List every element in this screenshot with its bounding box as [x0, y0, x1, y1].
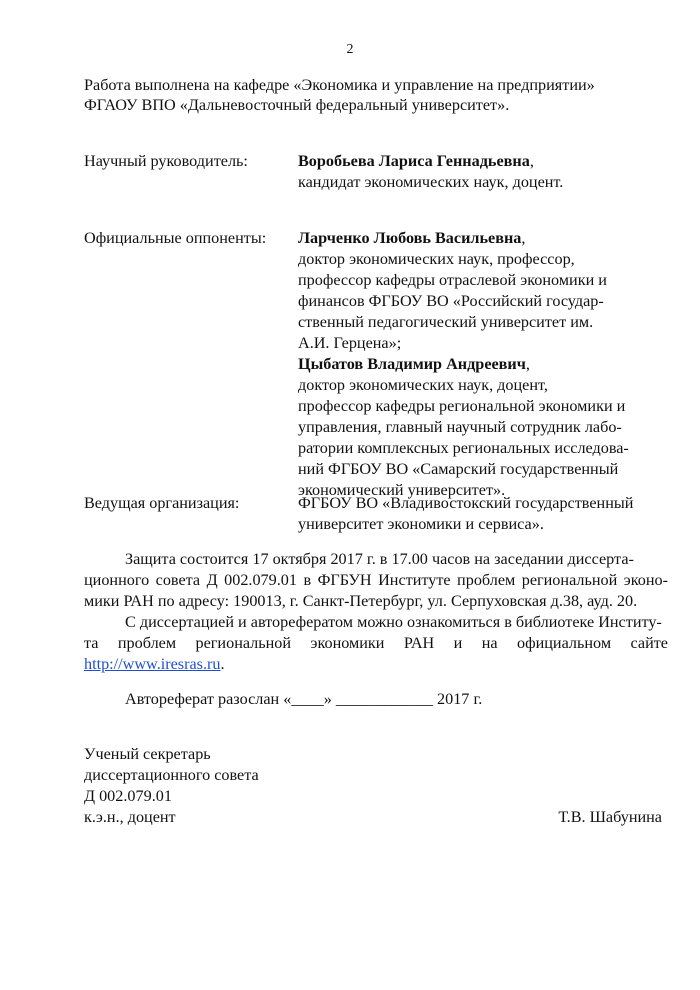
defense-line-1: Защита состоится 17 октября 2017 г. в 17.00 часов на заседании диссерта-: [125, 550, 634, 568]
website-link[interactable]: http://www.iresras.ru: [84, 655, 221, 673]
library-link-line: [84, 655, 225, 674]
defense-line-2: ционного совета Д 002.079.01 в ФГБУН Институте проблем региональной эконо-: [84, 571, 668, 589]
opponent-1-name-line: [298, 229, 525, 248]
opponent-2-line-6: экономический университет».: [298, 481, 506, 499]
supervisor-label: Научный руководитель:: [84, 152, 248, 170]
supervisor-name-line: [298, 152, 534, 171]
opponent-1-line-1: доктор экономических наук, профессор,: [298, 250, 575, 268]
opponent-2-line-4: ратории комплексных региональных исследова-: [298, 439, 629, 457]
defense-line-3: мики РАН по адресу: 190013, г. Санкт-Петербург, ул. Серпуховская д.38, ауд. 20.: [84, 592, 638, 610]
signature-line-4: к.э.н., доцент: [84, 808, 176, 826]
intro-line-2: ФГАОУ ВПО «Дальневосточный федеральный университет».: [84, 96, 510, 114]
leading-org-label: Ведущая организация:: [84, 494, 240, 512]
signature-line-1: Ученый секретарь: [84, 745, 211, 763]
opponent-2-line-1: доктор экономических наук, доцент,: [298, 376, 548, 394]
signature-name: Т.В. Шабунина: [558, 808, 662, 826]
opponent-2-line-5: ний ФГБОУ ВО «Самарский государственный: [298, 460, 619, 478]
opponent-1-line-2: профессор кафедры отраслевой экономики и: [298, 271, 607, 289]
opponent-2-line-3: управления, главный научный сотрудник лабо-: [298, 418, 622, 436]
leading-org-line-1: ФГБОУ ВО «Владивостокский государственный: [298, 494, 634, 512]
opponent-1-name-suffix: ,: [521, 229, 526, 247]
opponents-label: Официальные оппоненты:: [84, 229, 267, 247]
supervisor-name-suffix: ,: [529, 152, 534, 170]
opponent-2-name: Цыбатов Владимир Андреевич: [298, 355, 526, 373]
library-line-1: С диссертацией и авторефератом можно ознакомиться в библиотеке Институ-: [125, 613, 662, 631]
opponent-1-line-4: ственный педагогический университет им.: [298, 313, 594, 331]
dispatch-line: Автореферат разослан «____» ____________ 2017 г.: [125, 690, 483, 708]
website-link-suffix: .: [220, 655, 225, 673]
intro-line-1: Работа выполнена на кафедре «Экономика и управление на предприятии»: [84, 76, 595, 94]
opponent-2-name-suffix: ,: [525, 355, 530, 373]
leading-org-line-2: университет экономики и сервиса».: [298, 515, 544, 533]
opponent-2-name-line: [298, 355, 530, 374]
opponent-1-line-3: финансов ФГБОУ ВО «Российский государ-: [298, 292, 604, 310]
library-line-2: та проблем региональной экономики РАН и на официальном сайте: [84, 634, 668, 652]
opponent-2-line-2: профессор кафедры региональной экономики и: [298, 397, 626, 415]
signature-line-3: Д 002.079.01: [84, 787, 172, 805]
supervisor-details: кандидат экономических наук, доцент.: [298, 173, 564, 191]
opponent-1-name: Ларченко Любовь Васильевна: [298, 229, 522, 247]
supervisor-name: Воробьева Лариса Геннадьевна: [298, 152, 530, 170]
opponent-1-line-5: А.И. Герцена»;: [298, 334, 402, 352]
page-number: 2: [346, 42, 354, 57]
signature-line-2: диссертационного совета: [84, 766, 259, 784]
